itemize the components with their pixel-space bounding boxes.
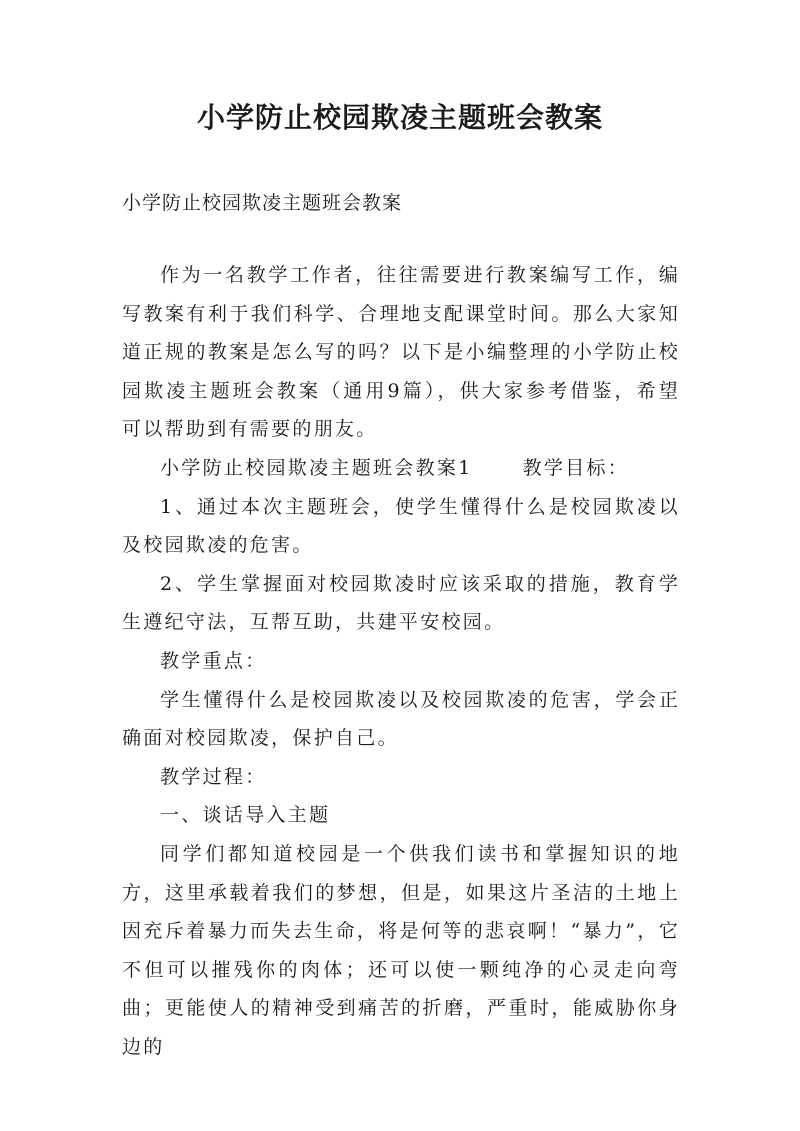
- document-body: [122, 256, 680, 1066]
- document-subtitle: 小学防止校园欺凌主题班会教案: [122, 192, 403, 214]
- page-title: 小学防止校园欺凌主题班会教案: [196, 101, 603, 134]
- intro-paragraph: 作为一名教学工作者，往往需要进行教案编写工作，编写教案有利于我们科学、合理地支配课堂时间。那么大家知道正规的教案是怎么写的吗？以下是小编整理的小学防止校园欺凌主题班会教案（通用9篇），供大家参考借鉴，希望可以帮助到有需要的朋友。: [122, 264, 680, 441]
- section-heading-line: [122, 449, 680, 488]
- goal-label: 教学目标：: [522, 456, 630, 479]
- goal-item-1: 1、通过本次主题班会，使学生懂得什么是校园欺凌以及校园欺凌的危害。: [122, 495, 680, 557]
- step-1-text: 同学们都知道校园是一个供我们读书和掌握知识的地方，这里承载着我们的梦想，但是，如果这片圣洁的土地上因充斥着暴力而失去生命，将是何等的悲哀啊！“暴力”，它不但可以摧残你的肉体；还可以使一颗纯净的心灵走向弯曲；更能使人的精神受到痛苦的折磨，严重时，能威胁你身边的: [122, 842, 680, 1058]
- section-heading: 小学防止校园欺凌主题班会教案1: [160, 456, 473, 479]
- focus-text: 学生懂得什么是校园欺凌以及校园欺凌的危害，学会正确面对校园欺凌，保护自己。: [122, 688, 680, 750]
- process-label: 教学过程：: [160, 765, 267, 788]
- focus-label: 教学重点：: [160, 649, 267, 672]
- goal-item-2: 2、学生掌握面对校园欺凌时应该采取的措施，教育学生遵纪守法，互帮互助，共建平安校园。: [122, 572, 680, 634]
- step-1-heading: 一、谈话导入主题: [160, 804, 331, 827]
